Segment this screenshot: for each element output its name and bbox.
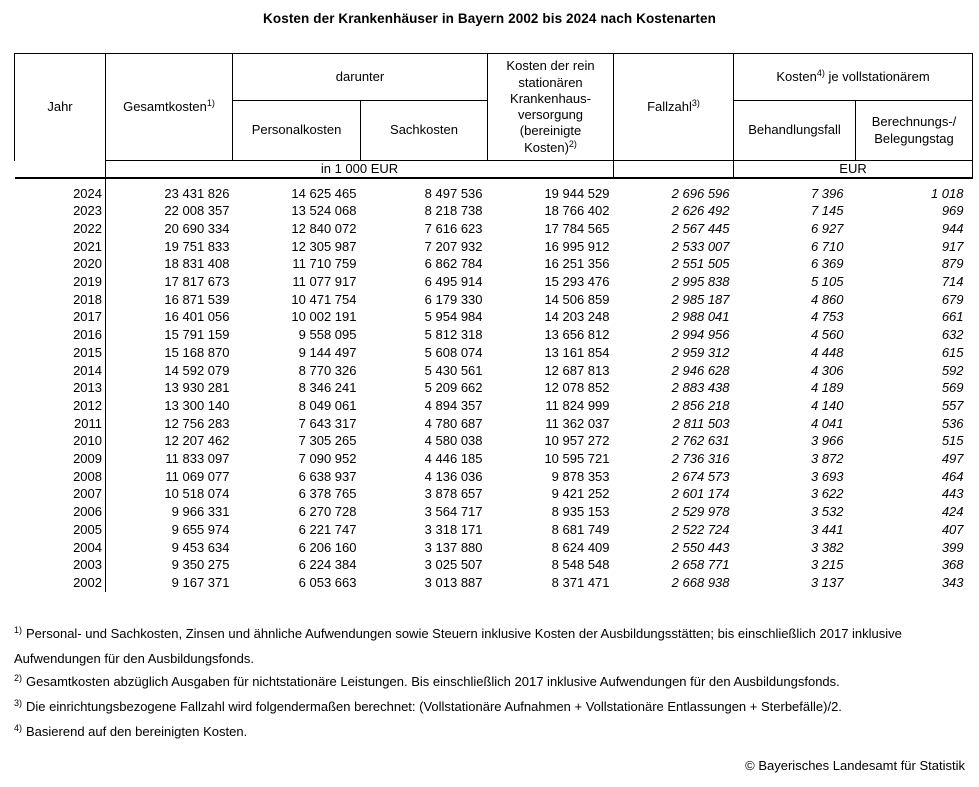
table-row — [15, 362, 973, 380]
bereinigte-kosten-cell: 11 362 037 — [545, 415, 610, 431]
year-cell: 2016 — [15, 326, 106, 344]
bereinigte-kosten-cell: 16 995 912 — [544, 238, 610, 254]
kosten-je-behandlungsfall-cell: 6 369 — [810, 256, 844, 272]
gesamtkosten-cell: 10 518 074 — [164, 486, 230, 502]
fallzahl-cell: 2 985 187 — [671, 291, 730, 307]
kosten-je-behandlungsfall-cell: 4 189 — [810, 380, 844, 396]
table-row — [15, 178, 973, 203]
personalkosten-cell: 11 077 917 — [292, 274, 357, 290]
personalkosten-cell: 14 625 465 — [291, 185, 357, 201]
fallzahl-cell: 2 601 174 — [671, 486, 730, 502]
unit-label-eur: EUR — [734, 161, 973, 178]
sachkosten-cell: 4 780 687 — [424, 415, 483, 431]
fallzahl-cell: 2 674 573 — [671, 468, 730, 484]
year-cell: 2012 — [15, 397, 106, 415]
kosten-je-belegungstag-cell: 661 — [941, 309, 964, 325]
kosten-je-behandlungsfall-cell: 4 860 — [810, 291, 844, 307]
gesamtkosten-cell: 11 069 077 — [165, 468, 230, 484]
kosten-je-belegungstag-cell: 515 — [941, 433, 964, 449]
gesamtkosten-cell: 9 655 974 — [171, 521, 230, 537]
year-cell: 2019 — [15, 273, 106, 291]
kosten-je-belegungstag-cell: 497 — [941, 451, 964, 467]
sachkosten-cell: 5 608 074 — [424, 344, 483, 360]
fallzahl-cell: 2 856 218 — [671, 397, 730, 413]
bereinigte-kosten-cell: 13 161 854 — [544, 344, 610, 360]
kosten-je-belegungstag-cell: 368 — [941, 557, 964, 573]
fallzahl-cell: 2 995 838 — [671, 274, 730, 290]
bereinigte-kosten-cell: 14 506 859 — [544, 291, 610, 307]
group-header-kosten-label-rest: je vollstationärem — [828, 68, 930, 84]
personalkosten-cell: 6 638 937 — [298, 468, 357, 484]
sachkosten-cell: 4 580 038 — [424, 433, 483, 449]
col-header-berechnungstag-line2: Belegungstag — [874, 130, 954, 146]
personalkosten-cell: 12 305 987 — [291, 238, 357, 254]
gesamtkosten-cell: 9 167 371 — [171, 574, 230, 590]
footnote-3 — [14, 695, 972, 720]
gesamtkosten-cell: 18 831 408 — [164, 256, 230, 272]
kosten-je-behandlungsfall-cell: 4 448 — [810, 344, 844, 360]
kosten-je-belegungstag-cell: 632 — [941, 327, 964, 343]
footnote-1 — [14, 622, 972, 670]
sachkosten-cell: 4 136 036 — [424, 468, 483, 484]
table-row — [15, 255, 973, 273]
year-cell: 2009 — [15, 450, 106, 468]
year-cell: 2024 — [15, 178, 106, 203]
personalkosten-cell: 6 270 728 — [298, 504, 357, 520]
sachkosten-cell: 5 430 561 — [424, 362, 483, 378]
col-header-personalkosten: Personalkosten — [233, 101, 361, 161]
gesamtkosten-cell: 17 817 673 — [164, 274, 230, 290]
kosten-je-behandlungsfall-cell: 7 396 — [810, 185, 844, 201]
fallzahl-cell: 2 736 316 — [671, 451, 730, 467]
footnote-1-marker: 1) — [14, 625, 23, 636]
gesamtkosten-cell: 12 207 462 — [164, 433, 230, 449]
kosten-je-behandlungsfall-cell: 4 560 — [810, 327, 844, 343]
kosten-je-belegungstag-cell: 557 — [941, 397, 964, 413]
table-row — [15, 468, 973, 486]
bereinigte-kosten-cell: 12 078 852 — [544, 380, 610, 396]
fallzahl-cell: 2 811 503 — [672, 415, 730, 431]
sachkosten-cell: 3 564 717 — [424, 504, 483, 520]
sachkosten-cell: 8 218 738 — [424, 203, 483, 219]
kosten-je-behandlungsfall-cell: 3 532 — [810, 504, 844, 520]
bereinigte-kosten-cell: 9 421 252 — [551, 486, 610, 502]
kosten-je-behandlungsfall-cell: 4 753 — [810, 309, 844, 325]
fallzahl-cell: 2 994 956 — [671, 327, 730, 343]
kosten-je-behandlungsfall-cell: 3 622 — [810, 486, 844, 502]
sachkosten-cell: 3 025 507 — [424, 557, 483, 573]
fallzahl-cell: 2 626 492 — [671, 203, 730, 219]
year-cell: 2010 — [15, 432, 106, 450]
fallzahl-cell: 2 522 724 — [671, 521, 730, 537]
kosten-je-belegungstag-cell: 569 — [941, 380, 964, 396]
fallzahl-cell: 2 988 041 — [671, 309, 730, 325]
col-header-berechnungstag-line1: Berechnungs-/ — [871, 114, 957, 130]
sachkosten-cell: 6 862 784 — [424, 256, 483, 272]
col-header-jahr: Jahr — [15, 54, 106, 161]
bereinigte-kosten-cell: 18 766 402 — [544, 203, 610, 219]
bereinigte-kosten-cell: 10 595 721 — [544, 451, 610, 467]
personalkosten-cell: 6 378 765 — [298, 486, 357, 502]
personalkosten-cell: 6 224 384 — [298, 557, 357, 573]
bereinigte-kosten-cell: 9 878 353 — [551, 468, 610, 484]
year-cell: 2005 — [15, 521, 106, 539]
kosten-je-belegungstag-cell: 399 — [941, 539, 964, 555]
kosten-je-belegungstag-cell: 879 — [941, 256, 964, 272]
bereinigte-kosten-cell: 8 548 548 — [551, 557, 610, 573]
fallzahl-cell: 2 551 505 — [671, 256, 730, 272]
group-header-darunter: darunter — [233, 54, 488, 101]
sachkosten-cell: 3 013 887 — [424, 574, 483, 590]
kosten-je-behandlungsfall-cell: 4 041 — [810, 415, 844, 431]
gesamtkosten-cell: 15 168 870 — [164, 344, 230, 360]
kosten-je-belegungstag-cell: 1 018 — [930, 185, 964, 201]
sachkosten-cell: 5 812 318 — [424, 327, 483, 343]
unit-cell-fallzahl-empty — [614, 161, 734, 178]
table-row — [15, 574, 973, 592]
footnote-1-text: Personal- und Sachkosten, Zinsen und ähnliche Aufwendungen sowie Steuern inklusive Kosten der Ausbildungsstätten; bis einschließlich 2017 inklusive Aufwendungen für den Ausbildungsfonds. — [14, 625, 902, 666]
kosten-je-belegungstag-cell: 615 — [941, 344, 964, 360]
table-row — [15, 521, 973, 539]
kosten-je-belegungstag-cell: 944 — [941, 220, 964, 236]
fallzahl-cell: 2 658 771 — [671, 557, 730, 573]
table-row — [15, 415, 973, 433]
kosten-je-belegungstag-cell: 969 — [941, 203, 964, 219]
sachkosten-cell: 3 878 657 — [424, 486, 483, 502]
bereinigte-kosten-cell: 16 251 356 — [544, 256, 610, 272]
table-row — [15, 397, 973, 415]
table-row — [15, 503, 973, 521]
sachkosten-cell: 3 318 171 — [424, 521, 483, 537]
sachkosten-cell: 5 954 984 — [424, 309, 483, 325]
table-row — [15, 202, 973, 220]
kosten-je-behandlungsfall-cell: 6 927 — [810, 220, 844, 236]
kosten-je-belegungstag-cell: 917 — [941, 238, 964, 254]
gesamtkosten-cell: 13 930 281 — [164, 380, 230, 396]
fallzahl-cell: 2 668 938 — [671, 574, 730, 590]
table-row — [15, 220, 973, 238]
fallzahl-cell: 2 567 445 — [671, 220, 730, 236]
year-cell: 2013 — [15, 379, 106, 397]
gesamtkosten-cell: 16 871 539 — [164, 291, 230, 307]
fallzahl-cell: 2 959 312 — [671, 344, 730, 360]
kosten-je-belegungstag-cell: 407 — [941, 521, 964, 537]
footnote-2 — [14, 670, 972, 695]
kosten-je-belegungstag-cell: 536 — [941, 415, 964, 431]
personalkosten-cell: 12 840 072 — [291, 220, 357, 236]
col-header-bereinigte-kosten-label: Kosten der rein stationären Krankenhaus-versorgung (bereinigte Kosten) — [506, 58, 595, 155]
bereinigte-kosten-cell: 13 656 812 — [544, 327, 610, 343]
year-cell: 2014 — [15, 362, 106, 380]
col-header-fallzahl-label: Fallzahl — [647, 98, 692, 114]
personalkosten-cell: 7 090 952 — [298, 451, 357, 467]
year-cell: 2023 — [15, 202, 106, 220]
sachkosten-cell: 6 179 330 — [424, 291, 483, 307]
gesamtkosten-cell: 19 751 833 — [164, 238, 230, 254]
col-header-berechnungstag — [856, 101, 973, 161]
fallzahl-cell: 2 550 443 — [671, 539, 730, 555]
gesamtkosten-cell: 11 833 097 — [165, 451, 230, 467]
col-header-sachkosten: Sachkosten — [361, 101, 488, 161]
personalkosten-cell: 8 346 241 — [298, 380, 357, 396]
year-cell: 2011 — [15, 415, 106, 433]
table-header — [15, 54, 973, 178]
personalkosten-cell: 9 144 497 — [298, 344, 357, 360]
gesamtkosten-cell: 16 401 056 — [164, 309, 230, 325]
personalkosten-cell: 6 053 663 — [298, 574, 357, 590]
personalkosten-cell: 7 643 317 — [298, 415, 357, 431]
bereinigte-kosten-cell: 8 624 409 — [551, 539, 610, 555]
table-row — [15, 291, 973, 309]
personalkosten-cell: 9 558 095 — [298, 327, 357, 343]
gesamtkosten-cell: 22 008 357 — [164, 203, 230, 219]
personalkosten-cell: 10 471 754 — [291, 291, 357, 307]
gesamtkosten-cell: 15 791 159 — [164, 327, 230, 343]
year-cell: 2008 — [15, 468, 106, 486]
col-header-bereinigte-kosten — [488, 54, 614, 161]
kosten-je-behandlungsfall-cell: 4 306 — [810, 362, 844, 378]
table-row — [15, 326, 973, 344]
personalkosten-cell: 11 710 759 — [292, 256, 357, 272]
year-cell: 2022 — [15, 220, 106, 238]
fallzahl-cell: 2 533 007 — [671, 238, 730, 254]
bereinigte-kosten-cell: 19 944 529 — [544, 185, 610, 201]
table-row — [15, 273, 973, 291]
fallzahl-cell: 2 529 978 — [671, 504, 730, 520]
year-cell: 2006 — [15, 503, 106, 521]
col-header-gesamtkosten — [106, 54, 233, 161]
unit-label-thousand-eur: in 1 000 EUR — [106, 161, 614, 178]
kosten-je-belegungstag-cell: 714 — [941, 274, 964, 290]
kosten-je-behandlungsfall-cell: 5 105 — [810, 274, 844, 290]
page-title: Kosten der Krankenhäuser in Bayern 2002 bis 2024 nach Kostenarten — [263, 11, 716, 26]
gesamtkosten-cell: 12 756 283 — [164, 415, 230, 431]
fallzahl-cell: 2 946 628 — [671, 362, 730, 378]
kosten-je-behandlungsfall-cell: 3 872 — [810, 451, 844, 467]
year-cell: 2017 — [15, 308, 106, 326]
sachkosten-cell: 6 495 914 — [424, 274, 483, 290]
footnote-ref-1: 1) — [206, 98, 215, 109]
sachkosten-cell: 5 209 662 — [424, 380, 483, 396]
sachkosten-cell: 4 446 185 — [424, 451, 483, 467]
table-row — [15, 432, 973, 450]
gesamtkosten-cell: 9 966 331 — [171, 504, 230, 520]
bereinigte-kosten-cell: 8 371 471 — [551, 574, 610, 590]
sachkosten-cell: 3 137 880 — [424, 539, 483, 555]
footnote-4 — [14, 720, 972, 745]
bereinigte-kosten-cell: 17 784 565 — [544, 220, 610, 236]
year-cell: 2007 — [15, 485, 106, 503]
footnotes — [14, 622, 972, 745]
table-row — [15, 238, 973, 256]
sachkosten-cell: 7 207 932 — [424, 238, 483, 254]
footnote-4-text: Basierend auf den bereinigten Kosten. — [26, 723, 248, 739]
kosten-je-belegungstag-cell: 592 — [941, 362, 964, 378]
kosten-je-behandlungsfall-cell: 6 710 — [810, 238, 844, 254]
personalkosten-cell: 6 206 160 — [298, 539, 357, 555]
table-row — [15, 539, 973, 557]
personalkosten-cell: 6 221 747 — [298, 521, 357, 537]
kosten-je-behandlungsfall-cell: 3 693 — [810, 468, 844, 484]
personalkosten-cell: 10 002 191 — [291, 309, 357, 325]
gesamtkosten-cell: 20 690 334 — [164, 220, 230, 236]
hospital-costs-table — [14, 53, 973, 592]
bereinigte-kosten-cell: 8 681 749 — [551, 521, 610, 537]
year-cell: 2004 — [15, 539, 106, 557]
footnote-ref-4: 4) — [816, 68, 825, 79]
fallzahl-cell: 2 762 631 — [671, 433, 730, 449]
col-header-behandlungsfall: Behandlungsfall — [734, 101, 856, 161]
bereinigte-kosten-cell: 11 824 999 — [545, 397, 610, 413]
sachkosten-cell: 8 497 536 — [424, 185, 483, 201]
kosten-je-behandlungsfall-cell: 4 140 — [810, 397, 844, 413]
sachkosten-cell: 4 894 357 — [424, 397, 483, 413]
bereinigte-kosten-cell: 10 957 272 — [544, 433, 610, 449]
kosten-je-belegungstag-cell: 679 — [941, 291, 964, 307]
kosten-je-belegungstag-cell: 464 — [941, 468, 964, 484]
footnote-3-text: Die einrichtungsbezogene Fallzahl wird folgendermaßen berechnet: (Vollstationäre Aufnahmen + Vollstationäre Entlassungen + Sterbefälle)/2. — [26, 698, 842, 714]
kosten-je-belegungstag-cell: 343 — [941, 574, 964, 590]
kosten-je-behandlungsfall-cell: 3 966 — [810, 433, 844, 449]
bereinigte-kosten-cell: 15 293 476 — [544, 274, 610, 290]
personalkosten-cell: 13 524 068 — [291, 203, 357, 219]
table-row — [15, 485, 973, 503]
kosten-je-behandlungsfall-cell: 3 137 — [810, 574, 844, 590]
footnote-ref-3: 3) — [691, 98, 700, 109]
footnote-ref-2: 2) — [568, 139, 577, 149]
kosten-je-behandlungsfall-cell: 3 215 — [810, 557, 844, 573]
personalkosten-cell: 8 049 061 — [298, 397, 357, 413]
kosten-je-behandlungsfall-cell: 3 441 — [810, 521, 844, 537]
kosten-je-belegungstag-cell: 443 — [941, 486, 964, 502]
table-body — [15, 178, 973, 592]
kosten-je-behandlungsfall-cell: 7 145 — [810, 203, 844, 219]
kosten-je-belegungstag-cell: 424 — [941, 504, 964, 520]
col-header-fallzahl — [614, 54, 734, 161]
sachkosten-cell: 7 616 623 — [424, 220, 483, 236]
personalkosten-cell: 7 305 265 — [298, 433, 357, 449]
year-cell: 2021 — [15, 238, 106, 256]
personalkosten-cell: 8 770 326 — [298, 362, 357, 378]
gesamtkosten-cell: 14 592 079 — [164, 362, 230, 378]
bereinigte-kosten-cell: 12 687 813 — [544, 362, 610, 378]
fallzahl-cell: 2 696 596 — [671, 185, 730, 201]
gesamtkosten-cell: 9 350 275 — [171, 557, 230, 573]
gesamtkosten-cell: 9 453 634 — [171, 539, 230, 555]
col-header-gesamtkosten-label: Gesamtkosten — [123, 98, 207, 114]
copyright-notice: © Bayerisches Landesamt für Statistik — [745, 757, 965, 773]
table-row — [15, 379, 973, 397]
table-row — [15, 344, 973, 362]
footnote-4-marker: 4) — [14, 723, 23, 734]
footnote-2-text: Gesamtkosten abzüglich Ausgaben für nichtstationäre Leistungen. Bis einschließlich 2017 inklusive Aufwendungen für den Ausbildungsfonds. — [26, 673, 840, 689]
bereinigte-kosten-cell: 14 203 248 — [544, 309, 610, 325]
gesamtkosten-cell: 23 431 826 — [164, 185, 230, 201]
fallzahl-cell: 2 883 438 — [671, 380, 730, 396]
kosten-je-behandlungsfall-cell: 3 382 — [810, 539, 844, 555]
group-header-kosten-je-vollstationaerem — [734, 54, 973, 101]
year-cell: 2003 — [15, 556, 106, 574]
gesamtkosten-cell: 13 300 140 — [164, 397, 230, 413]
year-cell: 2020 — [15, 255, 106, 273]
bereinigte-kosten-cell: 8 935 153 — [551, 504, 610, 520]
table-row — [15, 450, 973, 468]
footnote-3-marker: 3) — [14, 698, 23, 709]
footnote-2-marker: 2) — [14, 673, 23, 684]
year-cell: 2002 — [15, 574, 106, 592]
group-header-kosten-label: Kosten — [776, 68, 817, 84]
unit-cell-empty — [15, 161, 106, 178]
year-cell: 2018 — [15, 291, 106, 309]
table-row — [15, 308, 973, 326]
table-row — [15, 556, 973, 574]
year-cell: 2015 — [15, 344, 106, 362]
